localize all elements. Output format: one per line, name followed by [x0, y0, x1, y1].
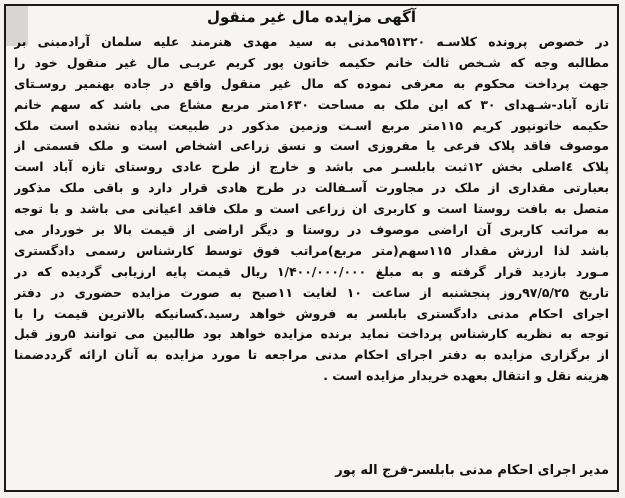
notice-title: آگهی مزایده مال غیر منقول: [206, 8, 416, 26]
notice-line: هزینه نقل و انتقال بعهده خریدار مزایده است .: [323, 368, 609, 384]
notice-line: حکیمه خاتونپور کریم ۱۱۵متر مربع اسـت وزمین مذکور در طبیعت پیاده نشده است ملک: [14, 117, 609, 133]
notice-line: توجه به نظریه کارشناس پرداخت نماید برنده مزایده خواهد بود طالبین می توانند ۵روز قبل: [14, 326, 609, 342]
notice-line: به مراتب کاربری آن اراضی موصوف در روستا و دیگر اراضی از قیمت بالا بر خوردار می: [14, 222, 609, 238]
notice-line: مـورد بازدید قرار گرفته و به مبلغ ۱/۴۰۰/۰۰۰/۰۰۰ ریال قیمت پایه ارزیابی گردیده که در: [14, 263, 609, 279]
notice-line: از برگزاری مزایده به دفتر اجرای احکام مدنی مراجعه تا مورد مزایده به آنان ارائه گرددضمنا: [14, 347, 609, 363]
notice-line: پلاک ٤اصلی بخش ۱۲ثبت بابلسـر می باشد و خارج از طرح عادی روستای تازه آباد است: [14, 159, 609, 175]
notice-line: تازه آباد-شـهدای ۳۰ که این ملک به مساحت ۱۶۳۰متر مربع مشاع می باشد که سهم خانم: [14, 96, 609, 112]
auction-notice: [4, 4, 619, 492]
notice-line: مطالبه وجه که شـخص ثالث خانم حکیمه خاتون پور کریم عربـی مال غیر منقول خود را: [14, 54, 609, 70]
notice-body: [14, 32, 609, 387]
notice-line: بعبارتی مقداری از ملک در مجاورت آسـفالت در طرح هادی قرار دارد و باقی ملک مذکور: [14, 180, 609, 196]
notice-line: موصوف فاقد پلاک فرعی یا مفروزی است و نسق زراعی اشخاص است و ملک قسمتی از: [14, 138, 609, 154]
notice-line: باشد لذا ارزش مقدار ۱۱۵سهم(متر مربع)مراتب فوق توسط کارشناس رسمی دادگستری: [14, 242, 609, 258]
notice-line: اجرای احکام مدنی دادگستری بابلسر به فروش خواهد رسید.کسانیکه بالاترین قیمت را با: [14, 305, 609, 321]
notice-line: جهت پرداخت محکوم به معرفی نموده که مال غیر منقول واقع در جاده بهنمیر روسـتای: [14, 75, 609, 91]
notice-signature: مدیر اجرای احکام مدنی بابلسر-فرج اله پور: [335, 463, 609, 478]
notice-line: تاریخ ۹۷/۵/۲۵روز پنجشنبه از ساعت ۱۰ لغایت ۱۱صبح به صورت مزایده حضوری در دفتر: [14, 284, 609, 300]
notice-line: متصل به بافت روستا است و کاربری ان زراعی است و ملک فاقد اعیانی می باشد و با توجه: [14, 201, 609, 217]
notice-line: در خصوص پرونده کلاسـه ۹۵۱۳۲۰مدنی به سید مهدی هنرمند علیه سلمان آرادمبنی بر: [14, 34, 609, 49]
